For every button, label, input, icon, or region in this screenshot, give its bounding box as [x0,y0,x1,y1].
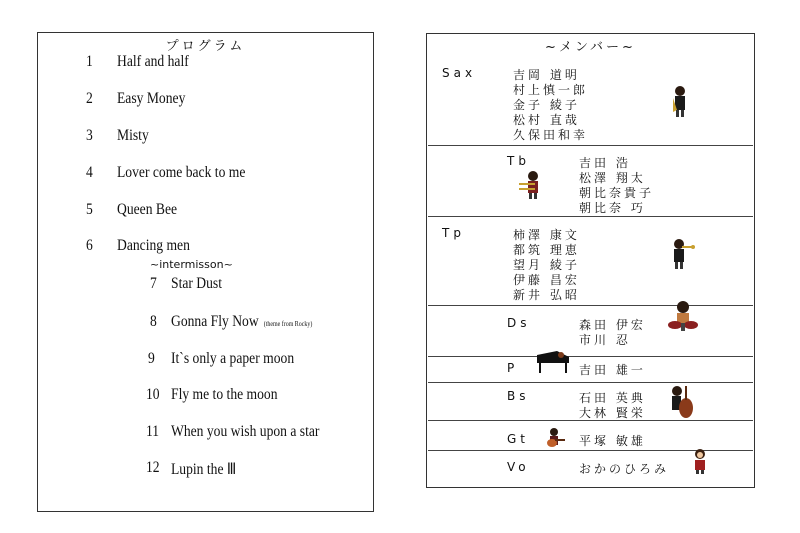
program-item-number: 7 [150,275,157,292]
member-name: 金子 綾子 [513,98,580,112]
program-item-number: 8 [150,313,157,330]
members-panel [426,33,755,488]
program-item-number: 3 [86,127,93,144]
section-divider [428,420,753,421]
member-name: 新井 弘昭 [513,288,580,302]
singer-icon [691,448,709,474]
program-item-title [171,313,312,331]
member-name: 望月 綾子 [513,258,580,272]
program-item-number: 1 [86,53,93,70]
member-name: 久保田和幸 [513,128,589,142]
member-name: 朝比奈 巧 [579,201,646,215]
section-divider [428,382,753,383]
intermission-label: ~intermisson~ [150,258,233,271]
guitar-player-icon [542,427,566,451]
piano-icon [535,349,571,373]
instrument-label-vo: Vo [507,460,530,474]
member-name: 平塚 敏雄 [579,434,646,448]
member-name: 吉田 雄一 [579,363,646,377]
saxophone-player-icon [667,84,693,118]
program-item-title: Queen Bee [117,201,178,218]
program-item-title: When you wish upon a star [171,423,320,440]
member-name: 石田 英典 [579,391,646,405]
drummer-icon [667,299,699,333]
member-name: 吉岡 道明 [513,68,580,82]
program-item-title: Lupin the Ⅲ [171,461,237,478]
program-item-title-text: Gonna Fly Now [171,313,259,330]
instrument-label-tb: Tb [507,154,530,168]
instrument-label-bs: Bs [507,389,530,403]
program-title: プログラム [165,39,246,54]
member-name: 都筑 理恵 [513,243,580,257]
member-name: 松村 直哉 [513,113,580,127]
members-title: ~メンバー~ [545,40,636,55]
member-name: 市川 忍 [579,333,631,347]
member-name: 村上慎一郎 [513,83,589,97]
trombone-player-icon [517,169,545,199]
instrument-label-sax: Sax [442,66,477,80]
program-item-title: Easy Money [117,90,186,107]
bass-player-icon [669,384,695,420]
member-name: 松澤 翔太 [579,171,646,185]
program-item-title: It`s only a paper moon [171,350,295,367]
member-name: 柿澤 康文 [513,228,580,242]
section-divider [428,145,753,146]
program-item-number: 12 [146,459,160,476]
program-panel [37,32,374,512]
trumpet-player-icon [667,237,695,269]
program-item-number: 2 [86,90,93,107]
member-name: おかのひろみ [579,462,670,476]
member-name: 朝比奈貴子 [579,186,655,200]
instrument-label-gt: Gt [507,432,530,446]
program-item-title: Fly me to the moon [171,386,278,403]
program-item-title: Dancing men [117,237,190,254]
member-name: 大林 賢栄 [579,406,646,420]
program-item-title: Half and half [117,53,189,70]
program-item-number: 6 [86,237,93,254]
program-item-number: 10 [146,386,160,403]
program-item-number: 9 [148,350,155,367]
program-item-number: 5 [86,201,93,218]
member-name: 吉田 浩 [579,156,631,170]
instrument-label-tp: Tp [442,226,465,240]
program-item-number: 4 [86,164,93,181]
section-divider [428,305,753,306]
member-name: 森田 伊宏 [579,318,646,332]
instrument-label-p: P [507,361,519,375]
section-divider [428,216,753,217]
program-item-title: Misty [117,127,149,144]
program-item-note: (theme from Rocky) [263,320,313,328]
instrument-label-ds: Ds [507,316,531,330]
program-item-number: 11 [146,423,160,440]
program-item-title: Lover come back to me [117,164,246,181]
member-name: 伊藤 昌宏 [513,273,580,287]
program-item-title: Star Dust [171,275,222,292]
section-divider [428,356,753,357]
